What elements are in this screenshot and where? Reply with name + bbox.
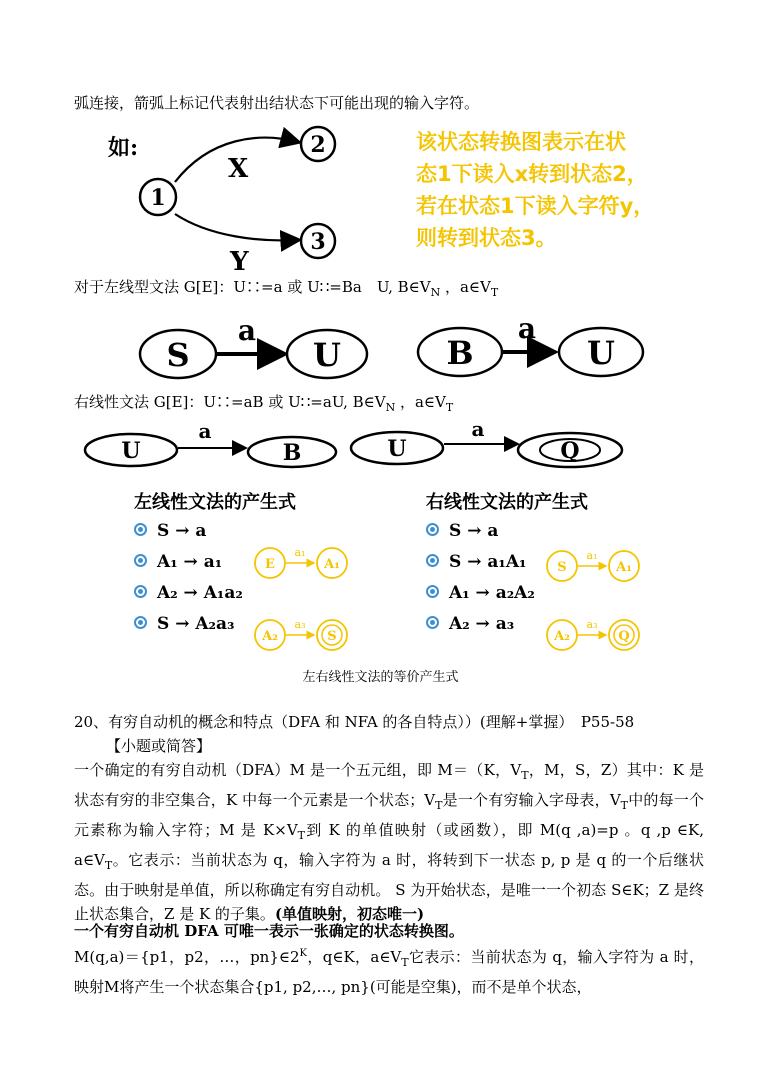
section-20-tag: 【小题或简答】 <box>106 737 212 755</box>
edge-x-label: X <box>228 154 249 184</box>
svg-text:A₁: A₁ <box>324 557 340 572</box>
dfa-definition-paragraph: 一个确定的有穷自动机（DFA）M 是一个五元组，即 M＝（K，$V_T$，M，S，Z）其中：K 是状态有穷的非空集合，K 中每一个元素是一个状态；$V_T$是一个有穷输入字母表，$V_T$中的每一个元素称为输入字符；M 是 $K\times V_T$到 K 的单值映射（或函数），即 M(q ,a)=p 。q ,p ∈K, $a\in V_T$。它表示：当前状态为 q，输入字符为 a 时，将转到下一状态 p, p 是 q 的一个后继状态。由于映射是单值，所以称确定有穷自动机。 S 为开始状态，是唯一一个初态 S∈K；Z 是终止状态集合，Z 是 K 的子集。(单值映射，初态唯一) <box>74 761 704 923</box>
note-line-4: 则转到状态3。 <box>416 226 557 250</box>
svg-text:A₂: A₂ <box>262 629 278 644</box>
bullet-icon <box>426 523 439 536</box>
left-a-label-1: a <box>237 314 257 347</box>
right-productions-heading: 右线性文法的产生式 <box>426 492 588 513</box>
right-u-label-1: U <box>121 438 141 464</box>
svg-text:A₂: A₂ <box>554 629 570 644</box>
svg-text:S: S <box>557 560 567 575</box>
bullet-icon <box>426 616 439 629</box>
left-linear-text: 对于左线型文法 G[E]：U∷=a 或 U∷=Ba U, $B\in V_N$ ，$a\in V_T$ <box>74 278 499 299</box>
right-rule-1: S → a <box>426 521 498 541</box>
nfa-paragraph: M(q,a)＝{p1，p2，…，$pn\}\in 2^K$，q∈K，$a\in V_T$它表示：当前状态为 q，输入字符为 a 时，映射M将产生一个状态集合{p1, p2,…, pn}(可能是空集)，而不是单个状态， <box>74 948 704 996</box>
intro-line: 弧连接，箭弧上标记代表射出结状态下可能出现的输入字符。 <box>74 94 480 112</box>
figure-caption: 左右线性文法的等价产生式 <box>302 670 459 685</box>
note-line-2: 态1下读入x转到状态2， <box>416 162 648 186</box>
right-rule-4: A₂ → a₃ <box>426 614 514 634</box>
section-20-title: 20、有穷自动机的概念和特点（DFA 和 NFA 的各自特点））(理解+掌握） P55-58 <box>74 713 635 731</box>
left-rule-2: A₁ → a₁ <box>134 552 222 572</box>
svg-text:A₁: A₁ <box>616 560 632 575</box>
right-q-label: Q <box>560 438 580 464</box>
mini-diagram-right-1 <box>542 546 652 586</box>
state-1-label: 1 <box>150 185 166 211</box>
note-line-1: 该状态转换图表示在状 <box>416 130 626 154</box>
edge-y-label: Y <box>230 247 249 274</box>
left-u-label-2: U <box>587 334 615 372</box>
svg-text:a₃: a₃ <box>294 618 306 631</box>
example-label: 如: <box>108 135 139 161</box>
right-linear-text: 右线性文法 G[E]：U∷=aB 或 U∷=aU, $B\in V_N$ ，$a\in V_T$ <box>74 393 454 414</box>
bullet-icon <box>134 585 147 598</box>
left-a-label-2: a <box>517 312 537 345</box>
left-rule-3: A₂ → A₁a₂ <box>134 583 243 603</box>
left-rule-1: S → a <box>134 521 206 541</box>
state-3-label: 3 <box>310 229 326 255</box>
right-u-label-2: U <box>387 436 407 462</box>
state-2-label: 2 <box>310 132 326 158</box>
dfa-bold-line: 一个有穷自动机 DFA 可唯一表示一张确定的状态转换图。 <box>74 922 464 940</box>
mini-diagram-left-1 <box>250 543 360 583</box>
bullet-icon <box>134 523 147 536</box>
edge-1-3 <box>175 214 298 240</box>
example-transition-diagram <box>100 122 400 274</box>
mini-diagram-left-2 <box>250 615 360 655</box>
left-rule-4: S → A₂a₃ <box>134 614 234 634</box>
bullet-icon <box>134 554 147 567</box>
left-linear-diagram <box>135 312 655 384</box>
mini-diagram-right-2 <box>542 615 652 655</box>
bullet-icon <box>426 554 439 567</box>
svg-text:S: S <box>327 629 337 644</box>
svg-text:a₃: a₃ <box>586 618 598 631</box>
left-productions-heading: 左线性文法的产生式 <box>134 492 296 513</box>
right-a-label-2: a <box>471 420 485 441</box>
bullet-icon <box>426 585 439 598</box>
bullet-icon <box>134 616 147 629</box>
left-u-label-1: U <box>313 336 341 374</box>
right-a-label-1: a <box>198 420 212 443</box>
svg-text:E: E <box>265 557 275 572</box>
right-rule-2: S → a₁A₁ <box>426 552 526 572</box>
right-rule-3: A₁ → a₂A₂ <box>426 583 535 603</box>
svg-text:a₁: a₁ <box>294 546 306 559</box>
right-linear-diagram <box>80 420 680 470</box>
svg-text:Q: Q <box>618 629 630 644</box>
svg-text:a₁: a₁ <box>586 549 598 562</box>
left-s-label: S <box>166 336 190 374</box>
note-line-3: 若在状态1下读入字符y， <box>416 194 655 218</box>
right-b-label: B <box>282 440 302 466</box>
left-b-label: B <box>446 334 474 372</box>
